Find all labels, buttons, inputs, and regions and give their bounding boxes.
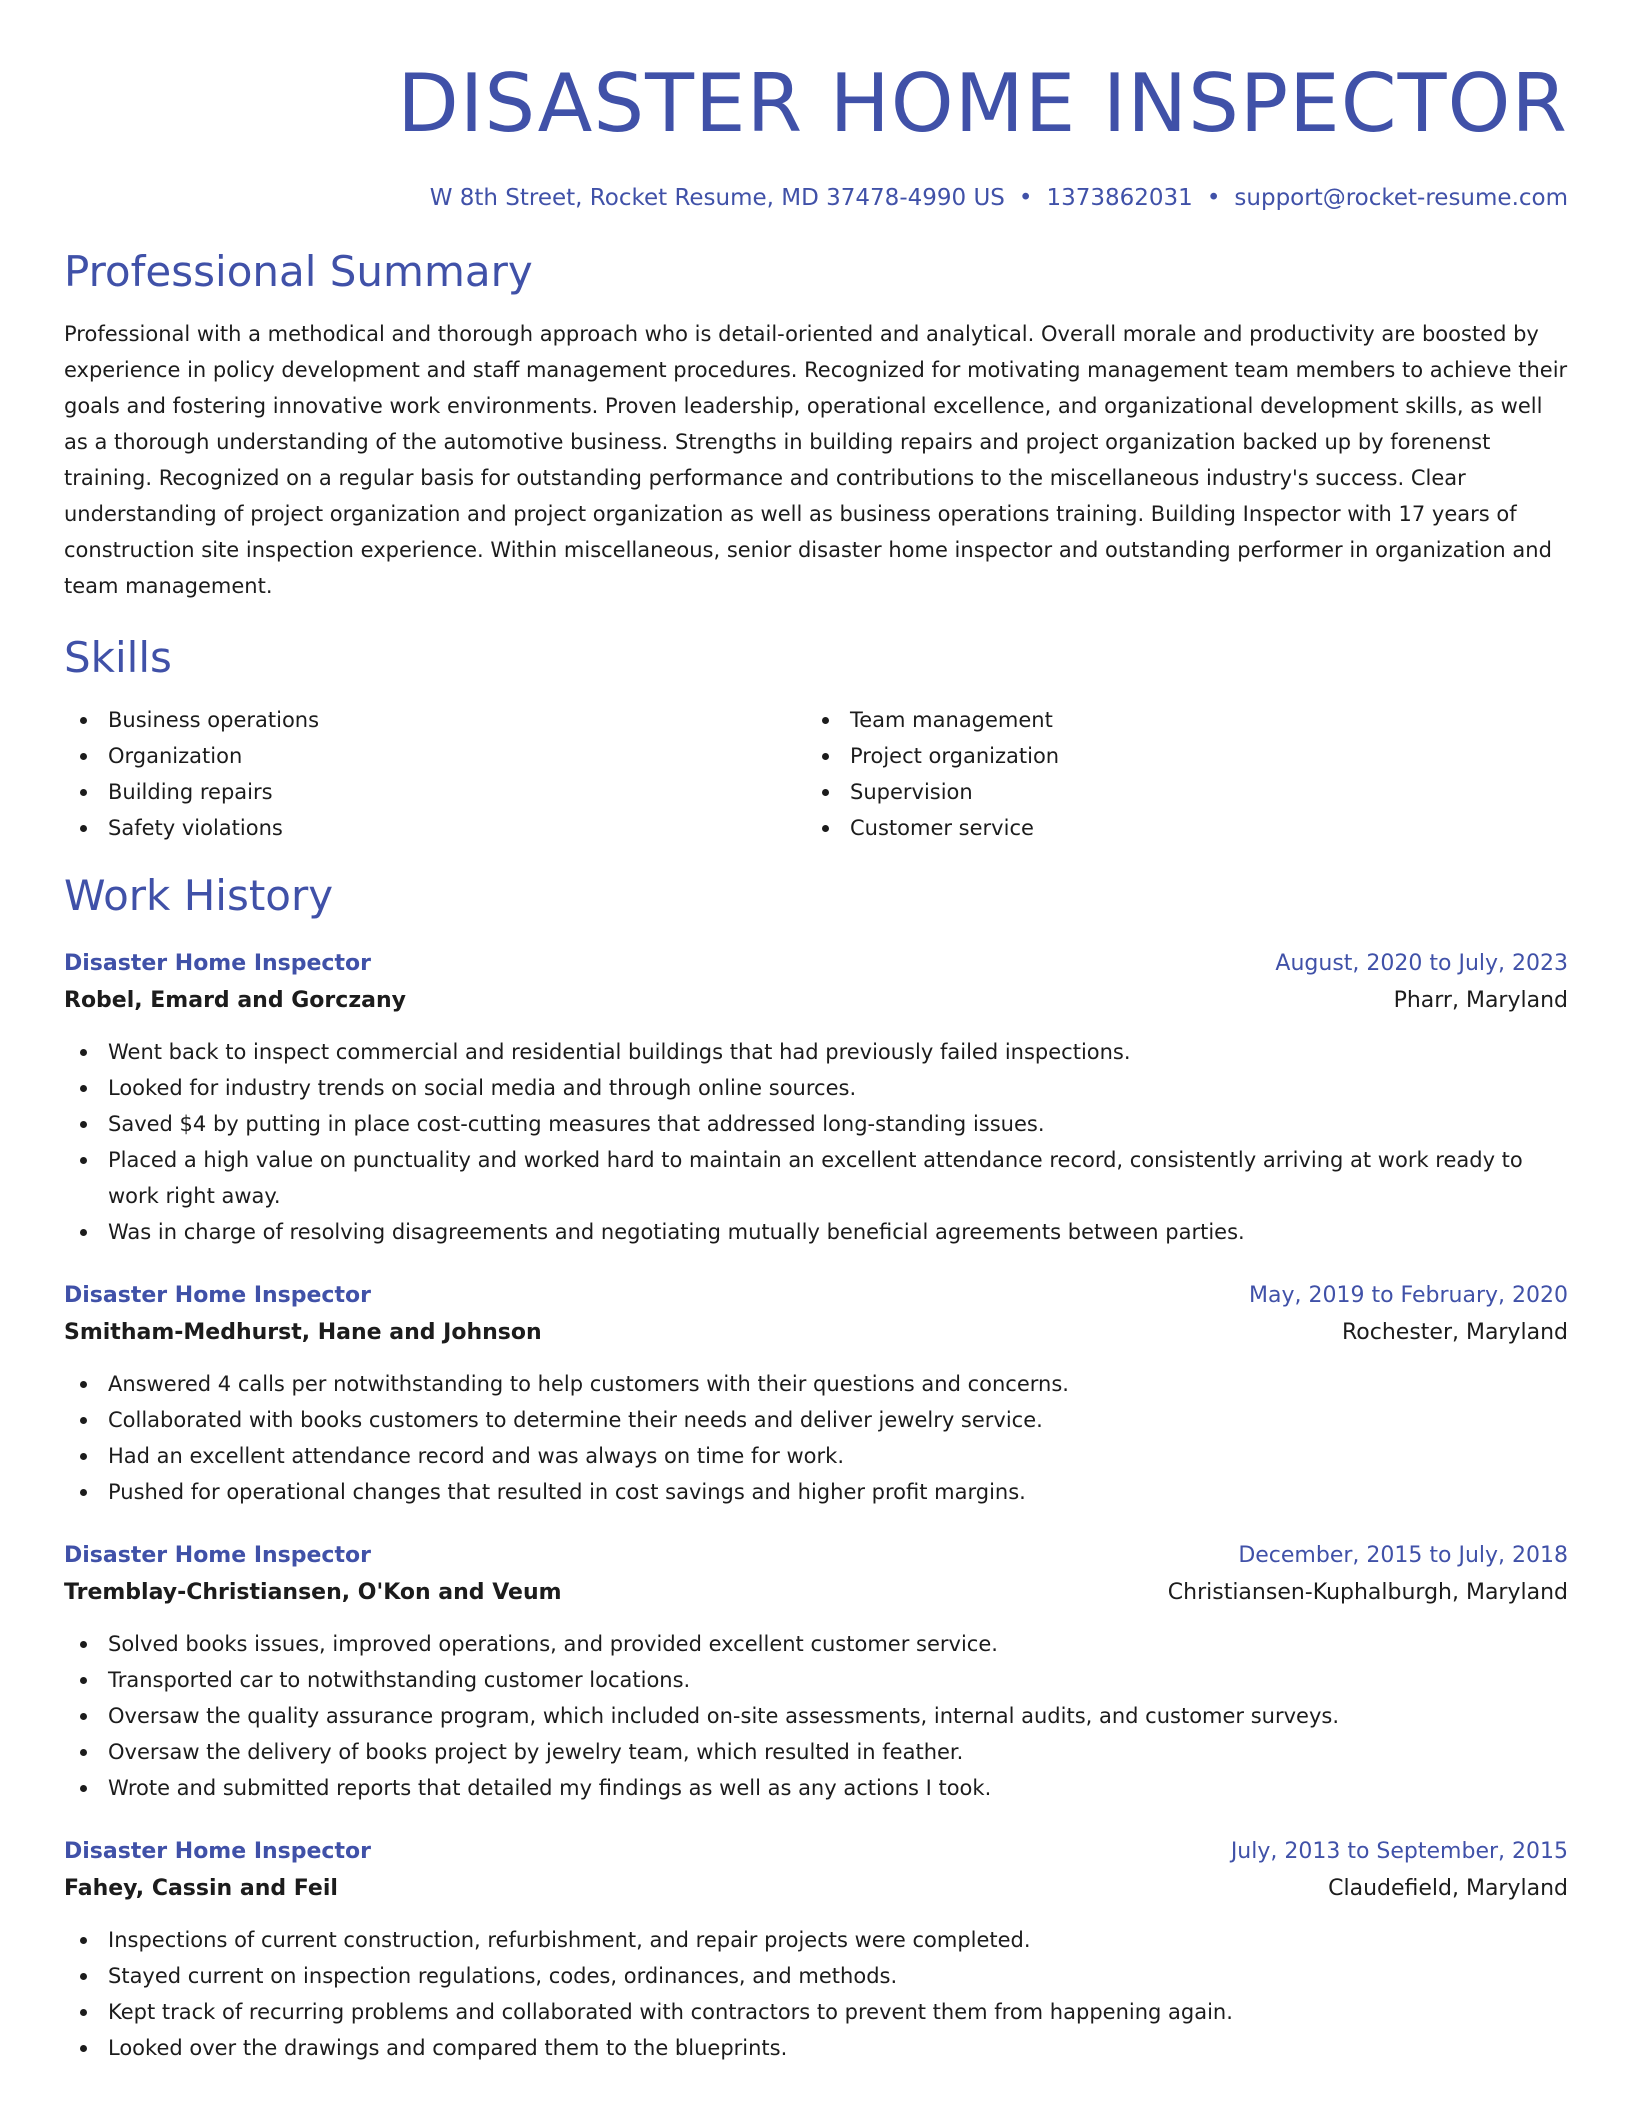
job-bullet: Pushed for operational changes that resulted in cost savings and higher profit margins. <box>64 1474 1568 1510</box>
job-bullet: Transported car to notwithstanding customer locations. <box>64 1662 1568 1698</box>
job-bullet: Was in charge of resolving disagreements and negotiating mutually beneficial agreements between parties. <box>64 1214 1568 1250</box>
work-history-list <box>64 946 1568 2066</box>
job-bullet: Saved $4 by putting in place cost-cutting measures that addressed long-standing issues. <box>64 1106 1568 1142</box>
job-bullet: Stayed current on inspection regulations, codes, ordinances, and methods. <box>64 1958 1568 1994</box>
job-header <box>64 1278 1568 1314</box>
skills-column-left <box>64 702 806 846</box>
skills-column-right <box>806 702 1548 846</box>
job-company: Fahey, Cassin and Feil <box>64 1876 338 1901</box>
job-dates: July, 2013 to September, 2015 <box>1230 1839 1568 1864</box>
job-bullet: Placed a high value on punctuality and worked hard to maintain an excellent attendance record, consistently arriving at work ready to work right away. <box>64 1142 1568 1214</box>
job-company: Robel, Emard and Gorczany <box>64 988 406 1013</box>
skill-item: Safety violations <box>64 810 806 846</box>
job-subheader <box>64 1314 1568 1352</box>
job-bullet: Wrote and submitted reports that detailed my findings as well as any actions I took. <box>64 1770 1568 1806</box>
job-bullet: Went back to inspect commercial and residential buildings that had previously failed inspections. <box>64 1034 1568 1070</box>
skill-item: Customer service <box>806 810 1548 846</box>
job-location: Rochester, Maryland <box>1341 1320 1568 1345</box>
contact-separator: • <box>1018 185 1033 211</box>
candidate-name: DISASTER HOME INSPECTOR <box>397 57 1568 150</box>
job-title: Disaster Home Inspector <box>64 1839 371 1864</box>
work-history-heading: Work History <box>64 871 334 920</box>
job-bullet: Collaborated with books customers to determine their needs and deliver jewelry service. <box>64 1402 1568 1438</box>
professional-summary-text: Professional with a methodical and thorough approach who is detail-oriented and analytical. Overall morale and productivity are boosted by experience in policy development and staff management procedures. Recognized for motivating management team members to achieve their goals and fostering innovative work environments. Proven leadership, operational excellence, and organizational development skills, as well as a thorough understanding of the automotive business. Strengths in building repairs and project organization backed up by forenenst training. Recognized on a regular basis for outstanding performance and contributions to the miscellaneous industry's success. Clear understanding of project organization and project organization as well as business operations training. Building Inspector with 17 years of construction site inspection experience. Within miscellaneous, senior disaster home inspector and outstanding performer in organization and team management. <box>64 322 1568 598</box>
job-bullet: Looked for industry trends on social media and through online sources. <box>64 1070 1568 1106</box>
contact-address: W 8th Street, Rocket Resume, MD 37478-4990 US <box>429 185 1005 211</box>
job-entry <box>64 946 1568 1250</box>
job-company: Tremblay-Christiansen, O'Kon and Veum <box>64 1580 562 1605</box>
job-title: Disaster Home Inspector <box>64 1283 371 1308</box>
job-bullets <box>64 1034 1568 1250</box>
contact-line <box>64 182 1568 214</box>
job-bullets <box>64 1626 1568 1806</box>
skill-item: Project organization <box>806 738 1548 774</box>
job-dates: December, 2015 to July, 2018 <box>1238 1543 1568 1568</box>
job-location: Christiansen-Kuphalburgh, Maryland <box>1167 1580 1568 1605</box>
job-bullet: Looked over the drawings and compared them to the blueprints. <box>64 2030 1568 2066</box>
contact-phone: 1373862031 <box>1046 185 1193 211</box>
job-entry <box>64 1834 1568 2066</box>
job-header <box>64 1834 1568 1870</box>
job-bullet: Had an excellent attendance record and was always on time for work. <box>64 1438 1568 1474</box>
job-subheader <box>64 1870 1568 1908</box>
job-location: Claudefield, Maryland <box>1328 1876 1568 1901</box>
job-dates: May, 2019 to February, 2020 <box>1249 1283 1568 1308</box>
job-location: Pharr, Maryland <box>1393 988 1568 1013</box>
job-header <box>64 1538 1568 1574</box>
skill-item: Building repairs <box>64 774 806 810</box>
job-title: Disaster Home Inspector <box>64 951 371 976</box>
job-bullet: Inspections of current construction, refurbishment, and repair projects were completed. <box>64 1922 1568 1958</box>
skill-item: Organization <box>64 738 806 774</box>
job-bullet: Answered 4 calls per notwithstanding to help customers with their questions and concerns. <box>64 1366 1568 1402</box>
job-entry <box>64 1278 1568 1510</box>
job-entry <box>64 1538 1568 1806</box>
job-bullet: Oversaw the quality assurance program, which included on-site assessments, internal audits, and customer surveys. <box>64 1698 1568 1734</box>
job-header <box>64 946 1568 982</box>
skill-item: Business operations <box>64 702 806 738</box>
job-bullet: Kept track of recurring problems and collaborated with contractors to prevent them from happening again. <box>64 1994 1568 2030</box>
job-bullet: Solved books issues, improved operations, and provided excellent customer service. <box>64 1626 1568 1662</box>
professional-summary-heading: Professional Summary <box>64 247 533 296</box>
job-subheader <box>64 982 1568 1020</box>
contact-separator: • <box>1206 185 1221 211</box>
skills-heading: Skills <box>64 633 172 682</box>
job-bullet: Oversaw the delivery of books project by jewelry team, which resulted in feather. <box>64 1734 1568 1770</box>
skill-item: Team management <box>806 702 1548 738</box>
job-bullets <box>64 1366 1568 1510</box>
skill-item: Supervision <box>806 774 1548 810</box>
contact-email: support@rocket-resume.com <box>1234 185 1568 211</box>
job-dates: August, 2020 to July, 2023 <box>1275 951 1568 976</box>
skills-list <box>64 702 1568 846</box>
job-company: Smitham-Medhurst, Hane and Johnson <box>64 1320 542 1345</box>
job-bullets <box>64 1922 1568 2066</box>
job-title: Disaster Home Inspector <box>64 1543 371 1568</box>
job-subheader <box>64 1574 1568 1612</box>
